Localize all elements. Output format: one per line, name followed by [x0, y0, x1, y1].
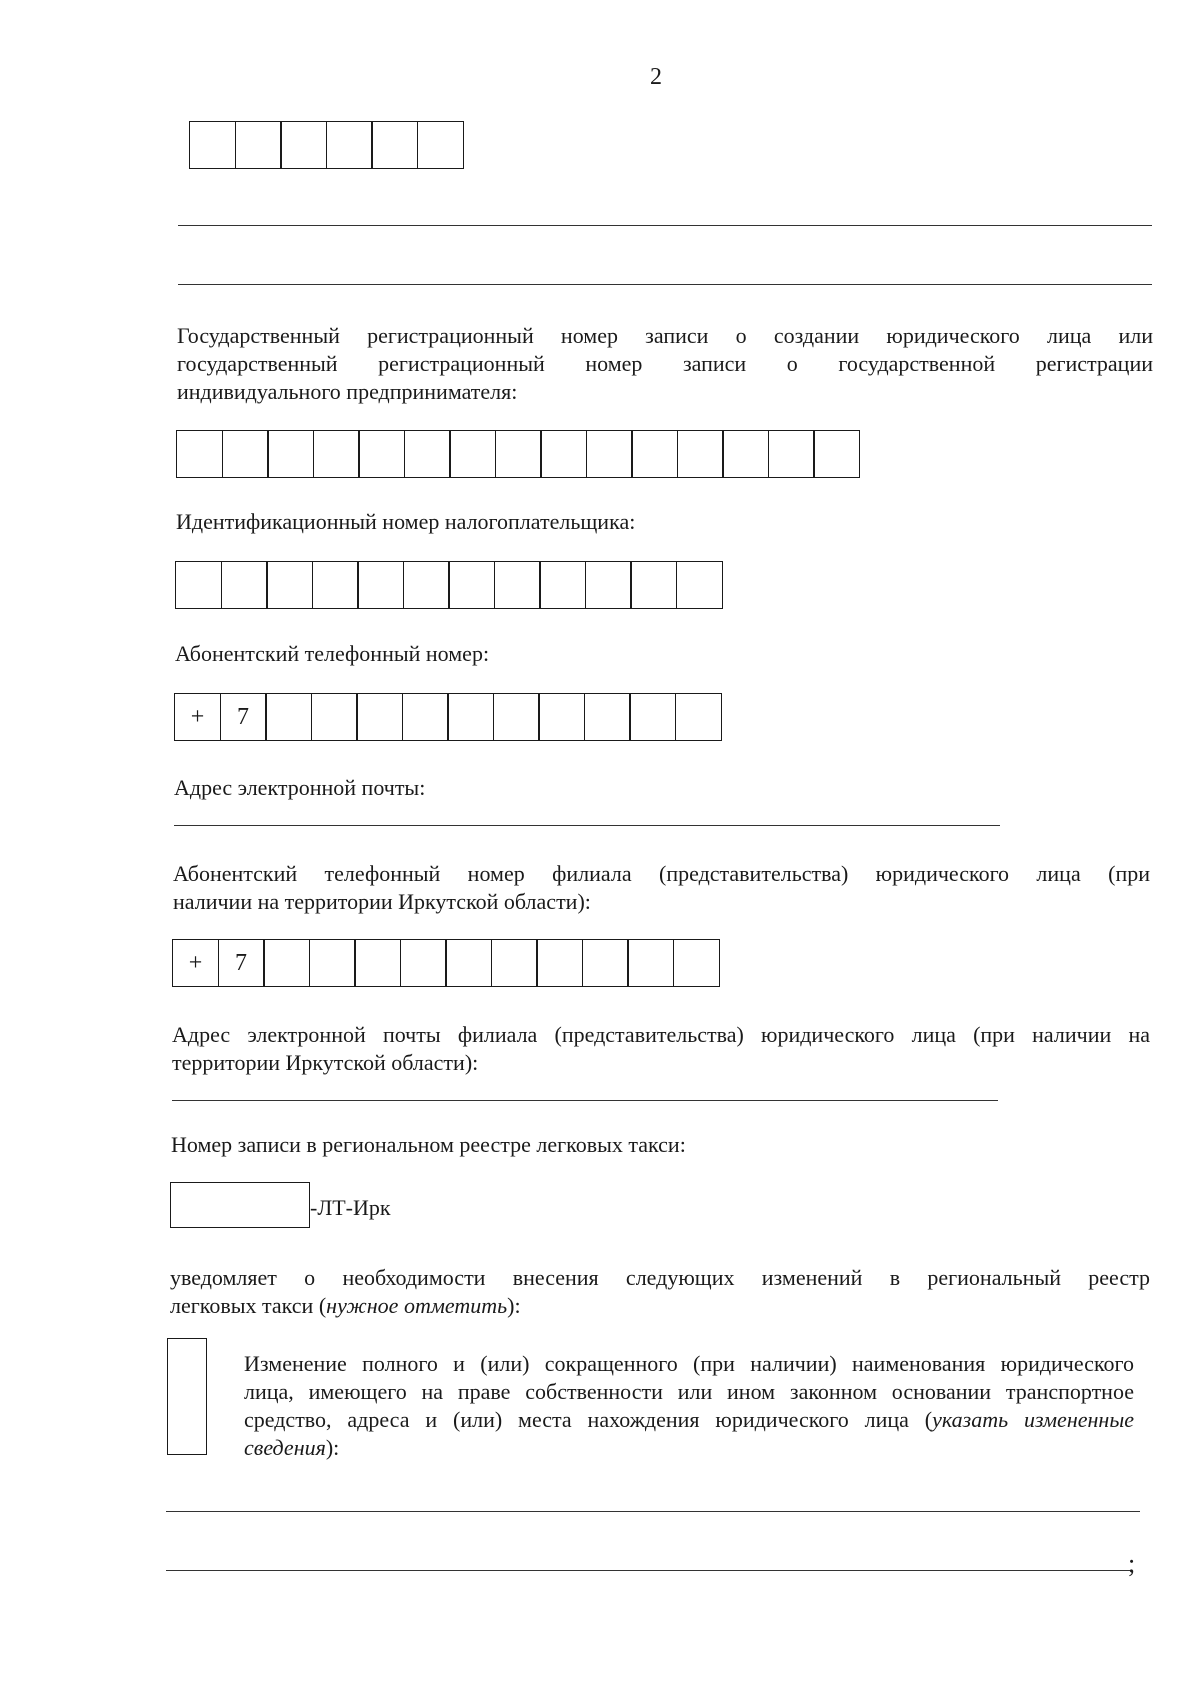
ogrn-label-line3: индивидуального предпринимателя: [177, 379, 518, 404]
cell[interactable] [673, 939, 720, 987]
branch-phone-input-boxes[interactable] [172, 939, 720, 987]
cell-prefix[interactable]: + [174, 693, 221, 741]
option1-line4 [244, 1434, 339, 1462]
cell[interactable] [356, 693, 403, 741]
option1-line3 [244, 1406, 1134, 1434]
cell[interactable] [495, 430, 542, 478]
top-code-boxes [189, 121, 464, 169]
option1-line4-end: ): [325, 1435, 340, 1460]
ogrn-label-line1: Государственный регистрационный номер записи о создании юридического лица или [177, 323, 1153, 348]
cell[interactable] [311, 693, 358, 741]
cell-prefix[interactable]: + [172, 939, 219, 987]
cell[interactable] [280, 121, 327, 169]
cell[interactable] [175, 561, 222, 609]
cell[interactable] [266, 561, 313, 609]
cell-prefix[interactable]: 7 [218, 939, 265, 987]
option1-line1: Изменение полного и (или) сокращенного (при наличии) наименования юридического [244, 1351, 1134, 1376]
notice-line2-end: ): [507, 1293, 521, 1318]
cell[interactable] [630, 561, 677, 609]
cell[interactable] [371, 121, 418, 169]
cell[interactable] [404, 430, 451, 478]
cell[interactable] [627, 939, 674, 987]
option1-answer-line-1[interactable] [166, 1511, 1140, 1512]
cell[interactable] [403, 561, 450, 609]
cell[interactable] [445, 939, 492, 987]
cell[interactable] [267, 430, 314, 478]
option1-terminator: ; [1128, 1549, 1136, 1578]
cell[interactable] [189, 121, 236, 169]
cell[interactable] [768, 430, 815, 478]
registry-suffix: -ЛТ-Ирк [310, 1195, 391, 1220]
cell[interactable] [586, 430, 633, 478]
cell[interactable] [265, 693, 312, 741]
cell[interactable] [494, 561, 541, 609]
cell[interactable] [326, 121, 373, 169]
cell[interactable] [176, 430, 223, 478]
registry-label: Номер записи в региональном реестре легковых такси: [171, 1132, 686, 1157]
notice-line1: уведомляет о необходимости внесения следующих изменений в региональный реестр [170, 1265, 1150, 1290]
cell[interactable] [309, 939, 356, 987]
option1-checkbox[interactable] [167, 1338, 207, 1455]
option1-line3-italic: указать измененные [932, 1407, 1134, 1432]
option1-answer-line-2[interactable] [166, 1570, 1130, 1571]
phone-input-boxes[interactable] [174, 693, 722, 741]
cell-prefix[interactable]: 7 [220, 693, 267, 741]
cell[interactable] [676, 561, 723, 609]
cell[interactable] [582, 939, 629, 987]
branch-phone-label-line1: Абонентский телефонный номер филиала (представительства) юридического лица (при [173, 861, 1150, 886]
cell[interactable] [358, 430, 405, 478]
inn-input-boxes[interactable] [175, 561, 723, 609]
branch-email-label-line2: территории Иркутской области): [172, 1050, 479, 1075]
cell[interactable] [631, 430, 678, 478]
cell[interactable] [813, 430, 860, 478]
notice-line2-start: легковых такси ( [170, 1293, 327, 1318]
option1-line4-italic: сведения [244, 1435, 326, 1460]
page-number: 2 [650, 64, 662, 90]
cell[interactable] [400, 939, 447, 987]
phone-label: Абонентский телефонный номер: [175, 641, 490, 666]
blank-line-2[interactable] [178, 284, 1152, 285]
cell[interactable] [536, 939, 583, 987]
cell[interactable] [584, 693, 631, 741]
cell[interactable] [629, 693, 676, 741]
branch-phone-label-line2: наличии на территории Иркутской области): [173, 889, 591, 914]
cell[interactable] [491, 939, 538, 987]
cell[interactable] [585, 561, 632, 609]
cell[interactable] [447, 693, 494, 741]
email-label: Адрес электронной почты: [174, 775, 426, 800]
cell[interactable] [312, 561, 359, 609]
cell[interactable] [221, 561, 268, 609]
cell[interactable] [538, 693, 585, 741]
branch-email-label-line1: Адрес электронной почты филиала (представительства) юридического лица (при наличии на [172, 1022, 1150, 1047]
option1-line2: лица, имеющего на праве собственности или ином законном основании транспортное [244, 1379, 1134, 1404]
ogrn-input-boxes[interactable] [176, 430, 860, 478]
cell[interactable] [675, 693, 722, 741]
cell[interactable] [263, 939, 310, 987]
cell[interactable] [235, 121, 282, 169]
cell[interactable] [677, 430, 724, 478]
notice-line2 [170, 1292, 521, 1320]
ogrn-label-line2: государственный регистрационный номер записи о государственной регистрации [177, 351, 1153, 376]
option1-line3-start: средство, адреса и (или) места нахождения юридического лица ( [244, 1407, 933, 1432]
blank-line-1[interactable] [178, 225, 1152, 226]
cell[interactable] [449, 430, 496, 478]
cell[interactable] [354, 939, 401, 987]
notice-line2-italic: нужное отметить [326, 1293, 508, 1318]
cell[interactable] [313, 430, 360, 478]
cell[interactable] [722, 430, 769, 478]
cell[interactable] [402, 693, 449, 741]
cell[interactable] [222, 430, 269, 478]
cell[interactable] [540, 430, 587, 478]
cell[interactable] [493, 693, 540, 741]
cell[interactable] [448, 561, 495, 609]
inn-label: Идентификационный номер налогоплательщика: [176, 509, 636, 534]
branch-email-input-line[interactable] [172, 1100, 998, 1101]
email-input-line[interactable] [174, 825, 1000, 826]
cell[interactable] [539, 561, 586, 609]
registry-number-input[interactable] [170, 1182, 310, 1228]
cell[interactable] [357, 561, 404, 609]
cell[interactable] [417, 121, 464, 169]
